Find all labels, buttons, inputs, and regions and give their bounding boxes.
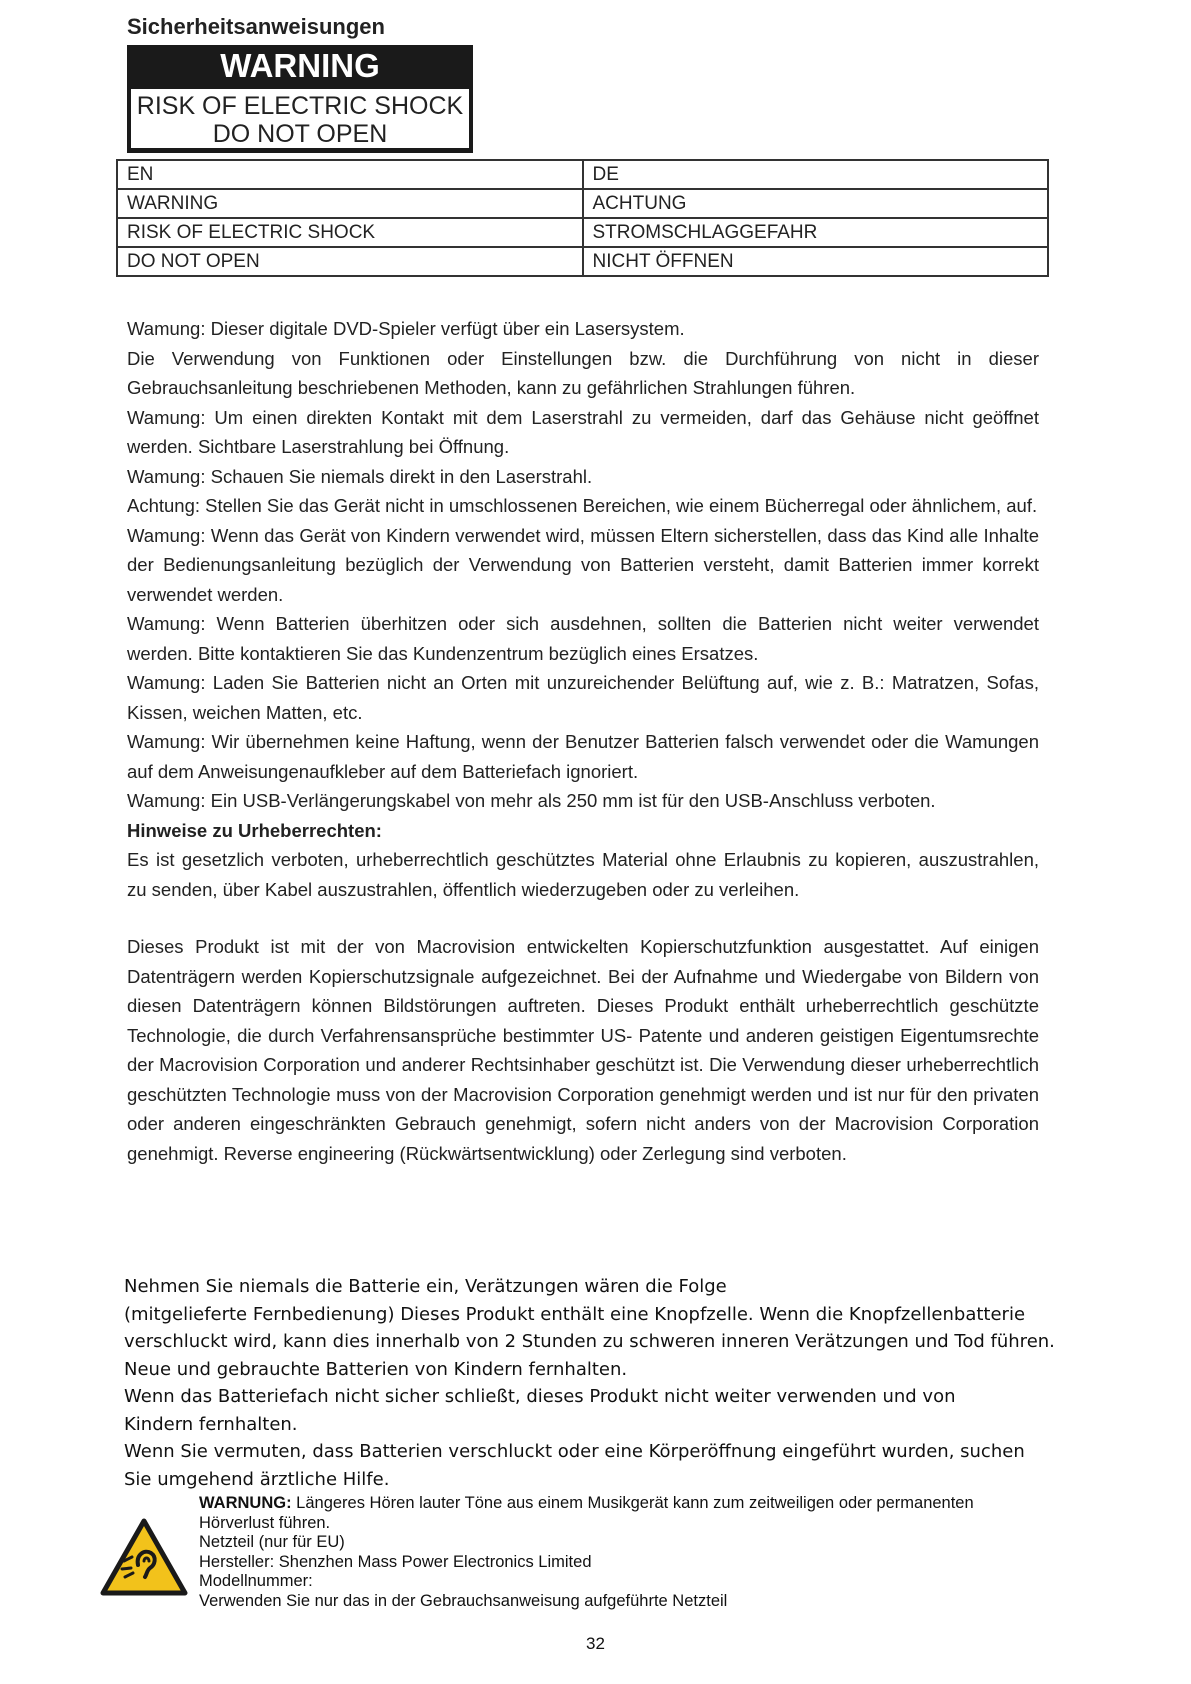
warning-label-body: [131, 89, 469, 148]
hearing-warning: [199, 1494, 1019, 1533]
table-cell: DO NOT OPEN: [117, 247, 583, 276]
battery-line: Wenn das Batteriefach nicht sicher schließt, dieses Produkt nicht weiter verwenden und von: [124, 1386, 956, 1407]
table-row: [117, 218, 1048, 247]
safety-paragraph: Wamung: Schauen Sie niemals direkt in den Laserstrahl.: [127, 465, 593, 487]
warning-label: [127, 45, 473, 153]
page-title: Sicherheitsanweisungen: [127, 14, 385, 39]
table-row: [117, 189, 1048, 218]
warning-label-line: RISK OF ELECTRIC SHOCK: [136, 92, 464, 120]
safety-paragraph: Achtung: Stellen Sie das Gerät nicht in umschlossenen Bereichen, wie einem Bücherregal oder ähnlichem, auf.: [127, 495, 1038, 516]
safety-paragraph: Wamung: Wenn Batterien überhitzen oder sich ausdehnen, sollten die Batterien nicht weiter verwendet werden. Bitte kontaktieren Sie das Kundenzentrum bezüglich eines Ersatzes.: [127, 613, 1039, 664]
warning-label-heading: WARNING: [220, 47, 380, 84]
model-number-note: Modellnummer:: [199, 1572, 313, 1591]
hearing-warning-icon: [100, 1517, 188, 1597]
safety-instructions: [127, 314, 1039, 1168]
safety-paragraph: Die Verwendung von Funktionen oder Einstellungen bzw. die Durchführung von nicht in dieser Gebrauchsanleitung beschriebenen Methoden, kann zu gefährlichen Strahlungen führen.: [127, 347, 1039, 398]
copyright-text: Es ist gesetzlich verboten, urheberrechtlich geschütztes Material ohne Erlaubnis zu kopieren, auszustrahlen, zu senden, über Kabel auszustrahlen, öffentlich wiederzugeben oder zu verleihen.: [127, 849, 1039, 900]
safety-paragraph: Wamung: Wir übernehmen keine Haftung, wenn der Benutzer Batterien falsch verwendet oder die Wamungen auf dem Anweisungenaufkleber auf dem Batteriefach ignoriert.: [127, 731, 1039, 782]
table-cell: EN: [117, 160, 583, 189]
translation-table: [116, 159, 1049, 277]
table-cell: RISK OF ELECTRIC SHOCK: [117, 218, 583, 247]
battery-line: Wenn Sie vermuten, dass Batterien verschluckt oder eine Körperöffnung eingeführt wurden, suchen: [124, 1441, 1025, 1462]
battery-warning: [124, 1273, 1064, 1493]
safety-paragraph: Wamung: Laden Sie Batterien nicht an Orten mit unzureichender Belüftung auf, wie z. B.: Matratzen, Sofas, Kissen, weichen Matten, etc.: [127, 672, 1039, 723]
table-cell: ACHTUNG: [583, 189, 1049, 218]
battery-line: Neue und gebrauchte Batterien von Kindern fernhalten.: [124, 1358, 628, 1380]
safety-paragraph: Wamung: Ein USB-Verlängerungskabel von mehr als 250 mm ist für den USB-Anschluss verboten.: [127, 790, 936, 811]
warning-label-line: DO NOT OPEN: [212, 120, 388, 148]
safety-paragraph: Wamung: Wenn das Gerät von Kindern verwendet wird, müssen Eltern sicherstellen, dass das Kind alle Inhalte der Bedienungsanleitung bezüglich der Verwendung von Batterien versteht, damit Batterien immer korrekt verwendet werden.: [127, 524, 1039, 605]
battery-line: Kindern fernhalten.: [124, 1413, 298, 1435]
macrovision-notice: Dieses Produkt ist mit der von Macrovision entwickelten Kopierschutzfunktion ausgestattet. Auf einigen Datenträgern werden Kopierschutzsignale aufgezeichnet. Bei der Aufnahme und Wiedergabe von Bildern von diesen Datenträgern können Bildstörungen auftreten. Dieses Produkt enthält urheberrechtlich geschützte Technologie, die durch Verfahrensansprüche bestimmter US- Patente und anderen geistigen Eigentumsrechte der Macrovision Corporation und anderer Rechtsinhaber geschützt ist. Die Verwendung dieser urheberrechtlich geschützten Technologie muss von der Macrovision Corporation genehmigt werden und ist nur für den privaten oder anderen eingeschränkten Gebrauch genehmigt, sofern nicht anders von der Macrovision Corporation genehmigt. Reverse engineering (Rückwärtsentwicklung) oder Zerlegung sind verboten.: [127, 936, 1039, 1164]
table-cell: WARNING: [117, 189, 583, 218]
hearing-notice: [199, 1494, 1019, 1612]
table-cell: NICHT ÖFFNEN: [583, 247, 1049, 276]
battery-line: Sie umgehend ärztliche Hilfe.: [124, 1468, 390, 1490]
hearing-warning-text: Längeres Hören lauter Töne aus einem Musikgerät kann zum zeitweiligen oder permanenten Hörverlust führen.: [199, 1494, 974, 1532]
manufacturer-note: Hersteller: Shenzhen Mass Power Electronics Limited: [199, 1552, 592, 1571]
table-row: [117, 160, 1048, 189]
safety-paragraph: Wamung: Dieser digitale DVD-Spieler verfügt über ein Lasersystem.: [127, 318, 685, 339]
battery-line: (mitgelieferte Fernbedienung) Dieses Produkt enthält eine Knopfzelle. Wenn die Knopfzellenbatterie: [124, 1303, 1026, 1325]
table-row: [117, 247, 1048, 276]
hearing-warning-label: WARNUNG:: [199, 1494, 292, 1512]
safety-paragraph: Wamung: Um einen direkten Kontakt mit dem Laserstrahl zu vermeiden, darf das Gehäuse nicht geöffnet werden. Sichtbare Laserstrahlung bei Öffnung.: [127, 406, 1039, 457]
copyright-heading: Hinweise zu Urheberrechten:: [127, 819, 382, 841]
usage-note: Verwenden Sie nur das in der Gebrauchsanweisung aufgeführte Netzteil: [199, 1591, 728, 1610]
battery-line: Nehmen Sie niemals die Batterie ein, Verätzungen wären die Folge: [124, 1276, 727, 1297]
table-cell: STROMSCHLAGGEFAHR: [583, 218, 1049, 247]
battery-line: verschluckt wird, kann dies innerhalb von 2 Stunden zu schweren inneren Verätzungen und Tod führen.: [124, 1331, 1055, 1352]
page-number: 32: [586, 1634, 605, 1653]
table-cell: DE: [583, 160, 1049, 189]
power-supply-note: Netzteil (nur für EU): [199, 1533, 345, 1552]
